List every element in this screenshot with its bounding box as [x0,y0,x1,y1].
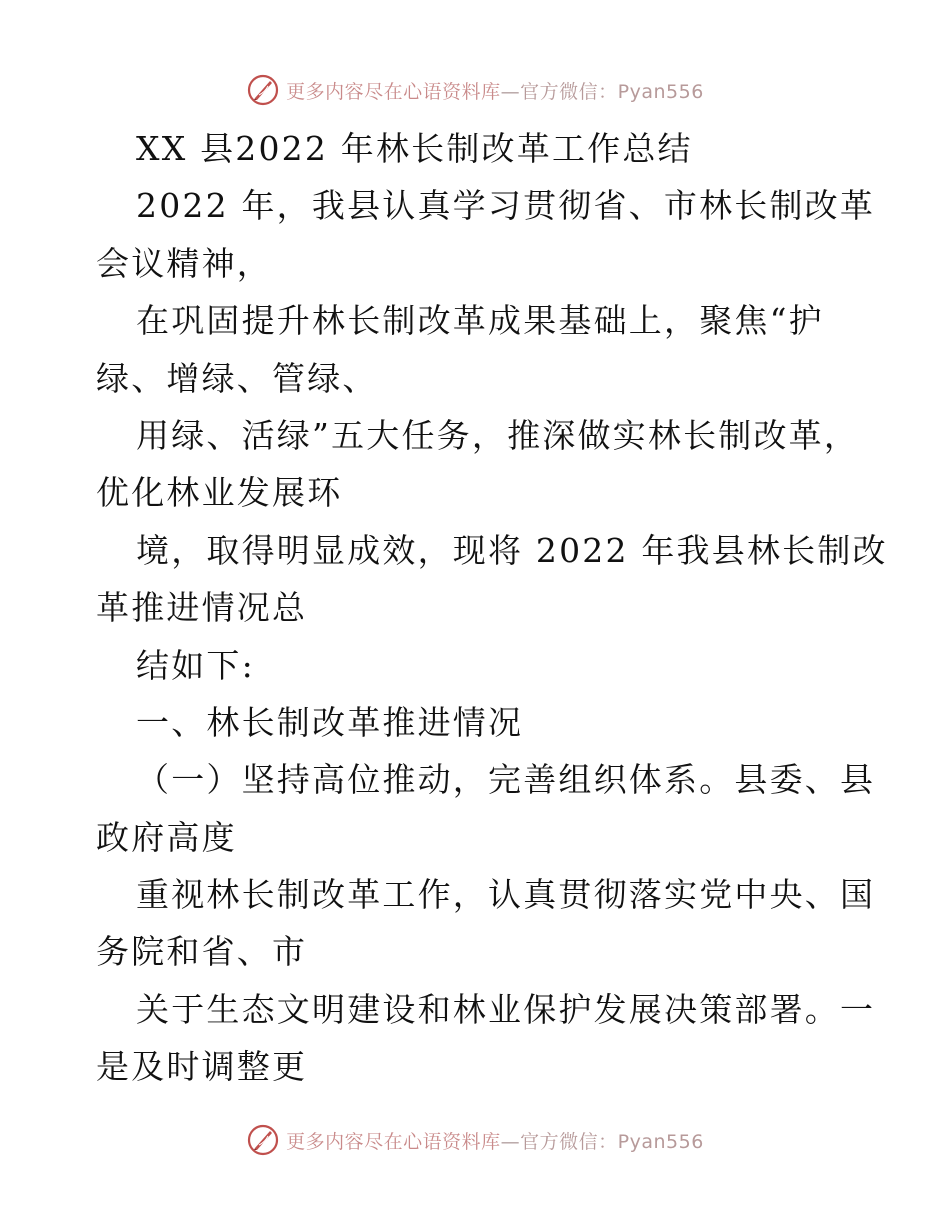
paragraph-line: 务院和省、市 [96,932,308,972]
section-heading: 一、林长制改革推进情况 [136,702,524,742]
paragraph-line: 重视林长制改革工作，认真贯彻落实党中央、国 [136,875,876,915]
paragraph-line: （一）坚持高位推动，完善组织体系。县委、县 [136,760,876,800]
paragraph-line: 政府高度 [96,817,237,857]
watermark-contact: 官方微信：Pyan556 [520,80,704,103]
footer-watermark [0,1120,950,1160]
watermark-brand: 更多内容尽在心语资料库 [286,1130,501,1153]
paragraph-line: 在巩固提升林长制改革成果基础上，聚焦“护 [136,301,824,341]
watermark-text [286,1127,704,1154]
document-body [96,120,888,1096]
paragraph-line: 绿、增绿、管绿、 [96,358,378,398]
paragraph-line: 革推进情况总 [96,588,308,628]
paragraph-line: 2022 年，我县认真学习贯彻省、市林长制改革 [136,186,876,226]
paragraph-line: 会议精神， [96,243,272,283]
paragraph-line: 用绿、活绿”五大任务，推深做实林长制改革， [136,415,860,455]
document-title: XX 县2022 年林长制改革工作总结 [136,129,693,168]
header-watermark [0,70,950,110]
watermark-brand: 更多内容尽在心语资料库 [286,80,501,103]
quill-pen-icon [246,73,280,107]
paragraph-line: 境，取得明显成效，现将 2022 年我县林长制改 [136,530,888,570]
paragraph-line: 结如下: [136,645,255,685]
watermark-contact: 官方微信：Pyan556 [520,1130,704,1153]
watermark-separator: — [500,80,521,103]
watermark-text [286,77,704,104]
paragraph-line: 优化林业发展环 [96,473,343,513]
paragraph-line: 是及时调整更 [96,1047,308,1087]
paragraph-line: 关于生态文明建设和林业保护发展决策部署。一 [136,989,876,1029]
watermark-separator: — [500,1130,521,1153]
quill-pen-icon [246,1123,280,1157]
